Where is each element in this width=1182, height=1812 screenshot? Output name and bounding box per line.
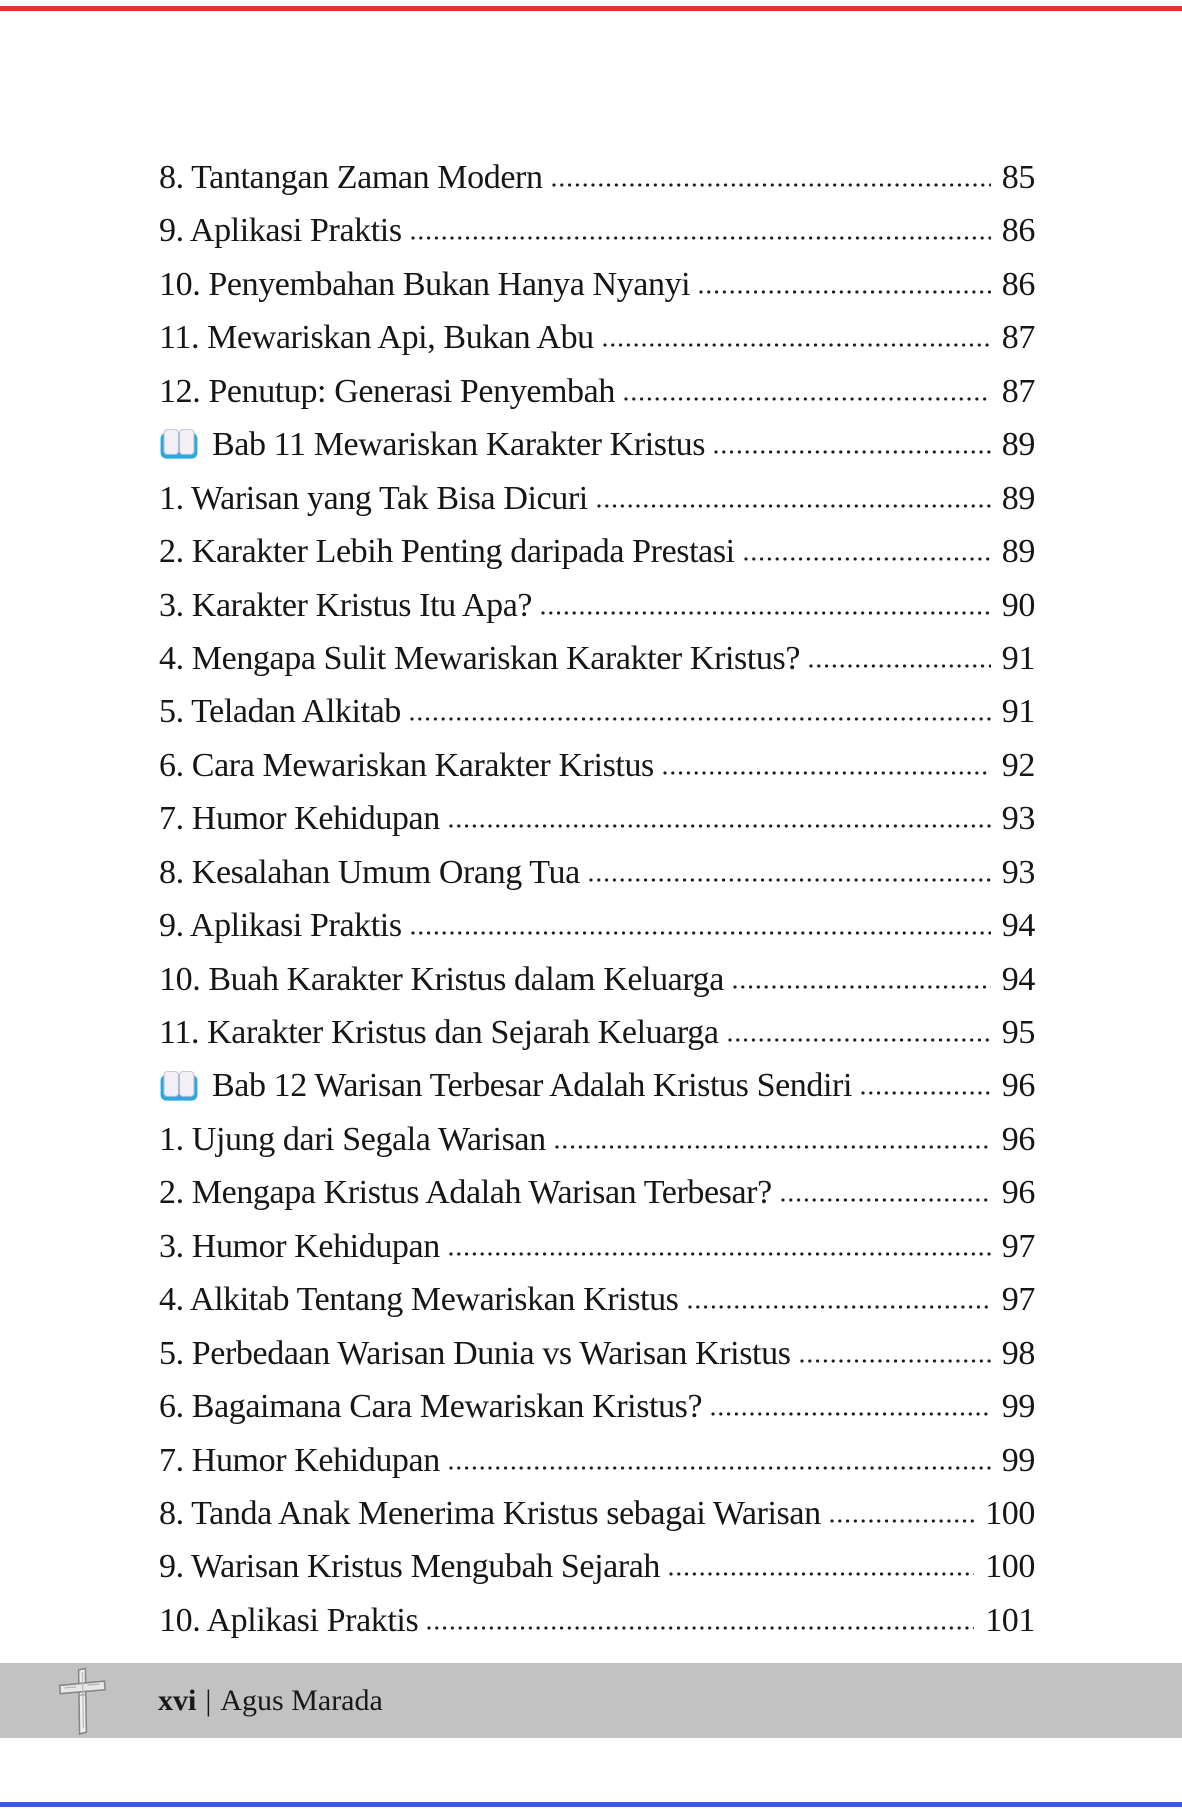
toc-entry-title: 10. Aplikasi Praktis bbox=[159, 1601, 419, 1639]
toc-entry-title: 2. Mengapa Kristus Adalah Warisan Terbesar? bbox=[159, 1174, 772, 1212]
toc-entry-title: 9. Aplikasi Praktis bbox=[159, 212, 402, 250]
toc-entry[interactable] bbox=[159, 258, 1035, 311]
toc-entry[interactable] bbox=[159, 418, 1035, 471]
toc-entry[interactable] bbox=[159, 1327, 1035, 1380]
toc-entry-page: 96 bbox=[1001, 1174, 1035, 1212]
toc-entry-page: 91 bbox=[1001, 693, 1035, 731]
toc-entry-page: 98 bbox=[1001, 1334, 1035, 1372]
dot-leader bbox=[809, 663, 991, 669]
toc-entry[interactable] bbox=[159, 953, 1035, 1006]
dot-leader bbox=[427, 1625, 974, 1631]
toc-entry-title: 4. Alkitab Tentang Mewariskan Kristus bbox=[159, 1281, 679, 1319]
dot-leader bbox=[449, 1251, 991, 1257]
dot-leader bbox=[714, 449, 991, 455]
toc-entry-page: 97 bbox=[1001, 1227, 1035, 1265]
toc-entry[interactable] bbox=[159, 1594, 1035, 1647]
toc-entry-page: 100 bbox=[985, 1548, 1035, 1586]
toc-entry-page: 86 bbox=[1001, 265, 1035, 303]
dot-leader bbox=[411, 235, 991, 241]
toc-entry-title: 1. Ujung dari Segala Warisan bbox=[159, 1120, 546, 1158]
toc-entry[interactable] bbox=[159, 311, 1035, 364]
footer-separator: | bbox=[205, 1683, 212, 1717]
toc-entry-page: 90 bbox=[1001, 586, 1035, 624]
toc-entry-title: 7. Humor Kehidupan bbox=[159, 1441, 440, 1479]
toc-entry-title: 2. Karakter Lebih Penting daripada Prestasi bbox=[159, 533, 735, 571]
toc-entry-title: 10. Penyembahan Bukan Hanya Nyanyi bbox=[159, 265, 691, 303]
toc-entry[interactable] bbox=[159, 579, 1035, 632]
toc-entry[interactable] bbox=[159, 1380, 1035, 1433]
toc-entry-page: 86 bbox=[1001, 212, 1035, 250]
toc-entry[interactable] bbox=[159, 899, 1035, 952]
toc-entry-title: 5. Teladan Alkitab bbox=[159, 693, 401, 731]
toc-entry[interactable] bbox=[159, 739, 1035, 792]
dot-leader bbox=[669, 1571, 974, 1577]
cross-icon bbox=[56, 1666, 108, 1736]
toc-entry-title: 6. Bagaimana Cara Mewariskan Kristus? bbox=[159, 1388, 703, 1426]
toc-entry[interactable] bbox=[159, 1113, 1035, 1166]
bottom-accent-line bbox=[0, 1802, 1182, 1807]
open-book-icon bbox=[159, 1070, 199, 1103]
toc-entry-page: 89 bbox=[1001, 533, 1035, 571]
toc-entry-page: 85 bbox=[1001, 159, 1035, 196]
dot-leader bbox=[552, 182, 991, 188]
dot-leader bbox=[688, 1304, 991, 1310]
toc-entry-title: Bab 11 Mewariskan Karakter Kristus bbox=[212, 426, 706, 464]
toc-entry-page: 97 bbox=[1001, 1281, 1035, 1319]
dot-leader bbox=[800, 1358, 991, 1364]
toc-entry-title: 1. Warisan yang Tak Bisa Dicuri bbox=[159, 479, 588, 517]
toc-entry-title: 8. Kesalahan Umum Orang Tua bbox=[159, 853, 580, 891]
dot-leader bbox=[711, 1411, 991, 1417]
toc-entry-page: 93 bbox=[1001, 853, 1035, 891]
toc-entry[interactable] bbox=[159, 1166, 1035, 1219]
toc-entry-title: 8. Tanda Anak Menerima Kristus sebagai Warisan bbox=[159, 1494, 821, 1532]
toc-entry-title: 10. Buah Karakter Kristus dalam Keluarga bbox=[159, 960, 724, 998]
footer-author: Agus Marada bbox=[220, 1683, 383, 1717]
toc-entry[interactable] bbox=[159, 204, 1035, 257]
toc-entry[interactable] bbox=[159, 792, 1035, 845]
dot-leader bbox=[861, 1090, 991, 1096]
dot-leader bbox=[555, 1144, 991, 1150]
toc-entry-page: 89 bbox=[1001, 426, 1035, 464]
dot-leader bbox=[624, 396, 991, 402]
toc-entry[interactable] bbox=[159, 1540, 1035, 1593]
toc-entry[interactable] bbox=[159, 365, 1035, 418]
toc-entry-title: 7. Humor Kehidupan bbox=[159, 800, 440, 838]
toc-entry-page: 96 bbox=[1001, 1067, 1035, 1105]
toc-entry[interactable] bbox=[159, 472, 1035, 525]
dot-leader bbox=[597, 503, 991, 509]
dot-leader bbox=[830, 1518, 975, 1524]
dot-leader bbox=[541, 610, 991, 616]
toc-entry-title: 9. Aplikasi Praktis bbox=[159, 907, 402, 945]
dot-leader bbox=[603, 342, 991, 348]
dot-leader bbox=[744, 556, 991, 562]
toc-entry[interactable] bbox=[159, 1434, 1035, 1487]
dot-leader bbox=[449, 1465, 991, 1471]
toc-entry-title: 3. Humor Kehidupan bbox=[159, 1227, 440, 1265]
open-book-icon bbox=[159, 428, 199, 461]
toc-entry[interactable] bbox=[159, 151, 1035, 204]
dot-leader bbox=[663, 770, 991, 776]
toc-entry-title: 5. Perbedaan Warisan Dunia vs Warisan Kristus bbox=[159, 1334, 791, 1372]
toc-entry[interactable] bbox=[159, 525, 1035, 578]
toc-entry-page: 100 bbox=[985, 1494, 1035, 1532]
dot-leader bbox=[733, 984, 991, 990]
toc-entry-page: 99 bbox=[1001, 1388, 1035, 1426]
dot-leader bbox=[589, 877, 991, 883]
toc-entry[interactable] bbox=[159, 1487, 1035, 1540]
table-of-contents bbox=[159, 151, 1035, 1647]
dot-leader bbox=[449, 823, 991, 829]
toc-entry[interactable] bbox=[159, 1006, 1035, 1059]
toc-entry-page: 95 bbox=[1001, 1014, 1035, 1051]
toc-entry-title: 9. Warisan Kristus Mengubah Sejarah bbox=[159, 1548, 661, 1586]
footer-page-number: xvi bbox=[158, 1683, 197, 1717]
toc-entry[interactable] bbox=[159, 632, 1035, 685]
dot-leader bbox=[699, 289, 991, 295]
toc-entry-page: 93 bbox=[1001, 800, 1035, 838]
footer-text bbox=[158, 1684, 383, 1718]
toc-entry-page: 89 bbox=[1001, 479, 1035, 517]
dot-leader bbox=[410, 716, 991, 722]
toc-entry[interactable] bbox=[159, 846, 1035, 899]
toc-entry-page: 92 bbox=[1001, 746, 1035, 784]
top-accent-line bbox=[0, 6, 1182, 11]
toc-entry[interactable] bbox=[159, 1273, 1035, 1326]
toc-entry-page: 94 bbox=[1001, 960, 1035, 998]
toc-entry-title: 8. Tantangan Zaman Modern bbox=[159, 159, 543, 196]
toc-entry-title: 3. Karakter Kristus Itu Apa? bbox=[159, 586, 533, 624]
toc-entry-page: 87 bbox=[1001, 372, 1035, 410]
toc-entry[interactable] bbox=[159, 1059, 1035, 1112]
toc-entry-title: 11. Mewariskan Api, Bukan Abu bbox=[159, 319, 594, 357]
toc-entry[interactable] bbox=[159, 685, 1035, 738]
toc-entry-page: 94 bbox=[1001, 907, 1035, 945]
toc-entry-page: 87 bbox=[1001, 319, 1035, 357]
toc-entry-title: 12. Penutup: Generasi Penyembah bbox=[159, 372, 615, 410]
toc-entry-page: 96 bbox=[1001, 1120, 1035, 1158]
toc-entry-title: 4. Mengapa Sulit Mewariskan Karakter Kristus? bbox=[159, 639, 801, 677]
footer-band bbox=[0, 1663, 1182, 1738]
toc-entry-page: 99 bbox=[1001, 1441, 1035, 1479]
toc-entry-page: 101 bbox=[985, 1601, 1035, 1639]
dot-leader bbox=[781, 1197, 991, 1203]
toc-entry-page: 91 bbox=[1001, 639, 1035, 677]
toc-entry[interactable] bbox=[159, 1220, 1035, 1273]
toc-entry-title: 6. Cara Mewariskan Karakter Kristus bbox=[159, 746, 654, 784]
toc-entry-title: 11. Karakter Kristus dan Sejarah Keluarga bbox=[159, 1014, 719, 1051]
dot-leader bbox=[728, 1037, 991, 1043]
toc-entry-title: Bab 12 Warisan Terbesar Adalah Kristus Sendiri bbox=[212, 1067, 852, 1105]
dot-leader bbox=[411, 930, 991, 936]
